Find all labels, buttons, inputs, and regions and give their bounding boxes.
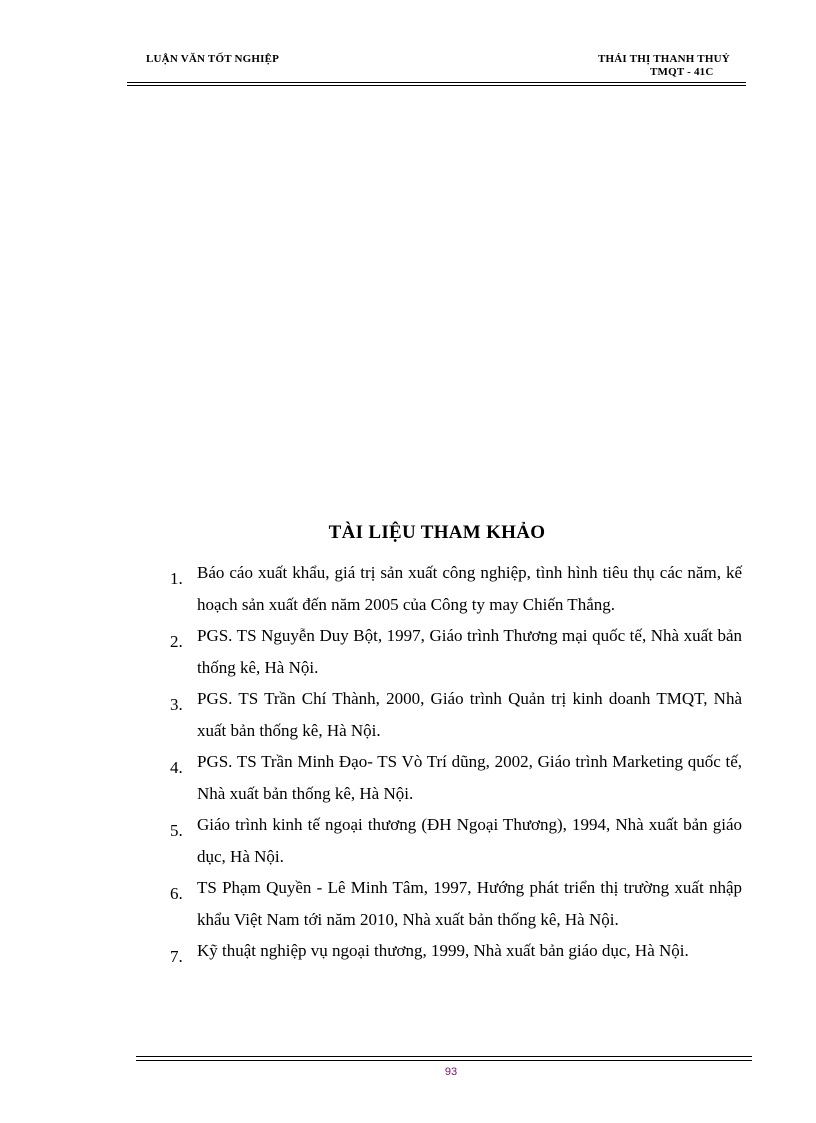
reference-text: Báo cáo xuất khẩu, giá trị sản xuất công nghiệp, tình hình tiêu thụ các năm, kế hoạch sản xuất đến năm 2005 của Công ty may Chiến Thắng. bbox=[197, 563, 742, 614]
page-number bbox=[0, 1066, 816, 1078]
reference-number: 7. bbox=[170, 947, 183, 966]
reference-number: 1. bbox=[170, 569, 183, 588]
reference-item bbox=[170, 746, 742, 809]
reference-list bbox=[170, 557, 742, 967]
reference-text: PGS. TS Nguyễn Duy Bột, 1997, Giáo trình Thương mại quốc tế, Nhà xuất bản thống kê, Hà Nội. bbox=[197, 626, 742, 677]
header-author-name: THÁI THỊ THANH THUỶ bbox=[598, 53, 730, 65]
reference-text: PGS. TS Trần Minh Đạo- TS Vò Trí dũng, 2002, Giáo trình Marketing quốc tế, Nhà xuất bản thống kê, Hà Nội. bbox=[197, 752, 742, 803]
page-title bbox=[0, 522, 816, 544]
reference-number: 3. bbox=[170, 695, 183, 714]
header-thesis-label: LUẬN VĂN TỐT NGHIỆP bbox=[146, 53, 280, 65]
page-title-text: TÀI LIỆU THAM KHẢO bbox=[328, 522, 546, 543]
reference-text: PGS. TS Trần Chí Thành, 2000, Giáo trình Quản trị kinh doanh TMQT, Nhà xuất bản thống kê, Hà Nội. bbox=[197, 689, 742, 740]
reference-item bbox=[170, 872, 742, 935]
reference-item bbox=[170, 557, 742, 620]
reference-number: 2. bbox=[170, 632, 183, 651]
header-divider-thick bbox=[127, 85, 746, 86]
reference-number: 6. bbox=[170, 884, 183, 903]
reference-text: Kỹ thuật nghiệp vụ ngoại thương, 1999, Nhà xuất bản giáo dục, Hà Nội. bbox=[197, 941, 689, 960]
reference-item bbox=[170, 935, 742, 967]
footer-divider bbox=[136, 1056, 752, 1057]
header-divider bbox=[127, 82, 746, 83]
header-author bbox=[598, 53, 738, 80]
footer-divider-lower bbox=[136, 1060, 752, 1061]
reference-number: 5. bbox=[170, 821, 183, 840]
reference-text: Giáo trình kinh tế ngoại thương (ĐH Ngoại Thương), 1994, Nhà xuất bản giáo dục, Hà Nội. bbox=[197, 815, 742, 866]
reference-item bbox=[170, 620, 742, 683]
reference-item bbox=[170, 683, 742, 746]
page-number-text: 93 bbox=[444, 1066, 458, 1078]
reference-text: TS Phạm Quyền - Lê Minh Tâm, 1997, Hướng phát triển thị trường xuất nhập khẩu Việt Nam tới năm 2010, Nhà xuất bản thống kê, Hà Nội. bbox=[197, 878, 742, 929]
header-author-class: TMQT - 41C bbox=[650, 66, 714, 78]
reference-number: 4. bbox=[170, 758, 183, 777]
reference-item bbox=[170, 809, 742, 872]
